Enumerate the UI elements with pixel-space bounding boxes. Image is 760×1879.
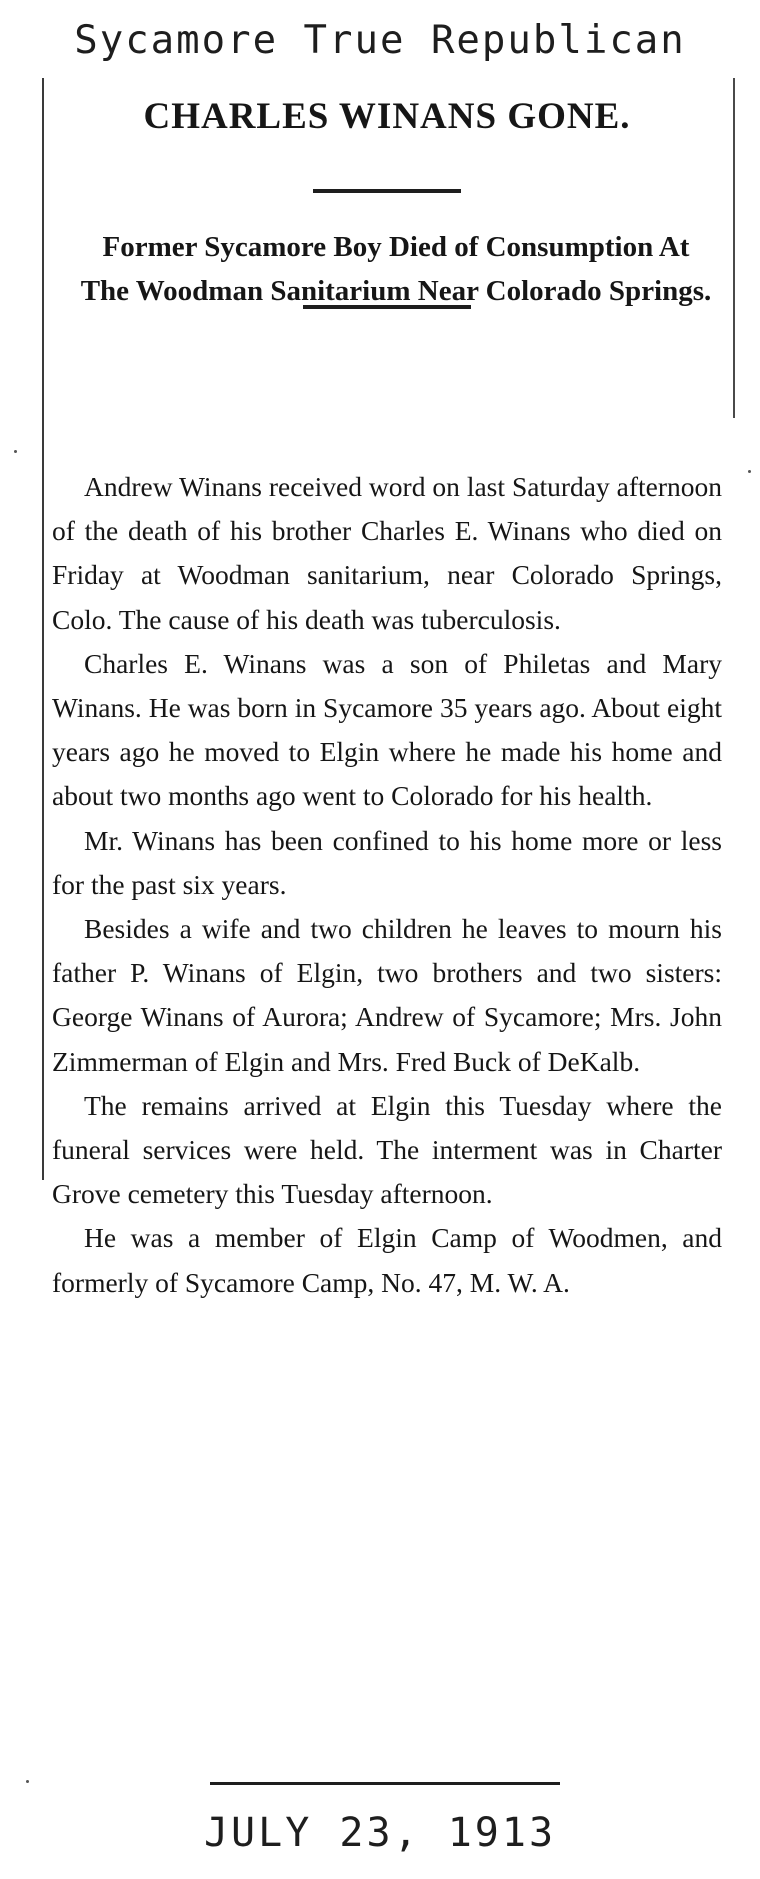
footer-divider — [210, 1782, 560, 1785]
article-body — [52, 465, 722, 1305]
scan-speck — [26, 1780, 29, 1783]
article — [52, 95, 722, 1298]
dateline: JULY 23, 1913 — [203, 1810, 557, 1856]
column-rule-left — [42, 78, 44, 1180]
paragraph: He was a member of Elgin Camp of Woodmen, and formerly of Sycamore Camp, No. 47, M. W. A. — [52, 1222, 722, 1298]
masthead: Sycamore True Republican — [74, 18, 686, 63]
column-rule-right — [733, 78, 735, 418]
paragraph: Andrew Winans received word on last Saturday afternoon of the death of his brother Charles E. Winans who died on Friday at Woodman sanitarium, near Colorado Springs, Colo. The cause of his death was tuberculosis. — [52, 471, 722, 635]
headline-divider — [313, 189, 461, 193]
paragraph: Charles E. Winans was a son of Philetas and Mary Winans. He was born in Sycamore 35 years ago. About eight years ago he moved to Elgin where he made his home and about two months ago went to Colorado for his health. — [52, 647, 722, 812]
scan-speck — [14, 450, 17, 453]
scan-speck — [748, 470, 751, 473]
subheadline: Former Sycamore Boy Died of Consumption At The Woodman Sanitarium Near Colorado Springs. — [80, 231, 712, 307]
headline: CHARLES WINANS GONE. — [143, 96, 631, 137]
paragraph: Besides a wife and two children he leaves to mourn his father P. Winans of Elgin, two brothers and two sisters: George Winans of Aurora; Andrew of Sycamore; Mrs. John Zimmerman of Elgin and Mrs. Fred Buck of DeKalb. — [52, 913, 722, 1077]
paragraph: Mr. Winans has been confined to his home more or less for the past six years. — [52, 824, 722, 900]
paragraph: The remains arrived at Elgin this Tuesday where the funeral services were held. The interment was in Charter Grove cemetery this Tuesday afternoon. — [52, 1089, 722, 1210]
